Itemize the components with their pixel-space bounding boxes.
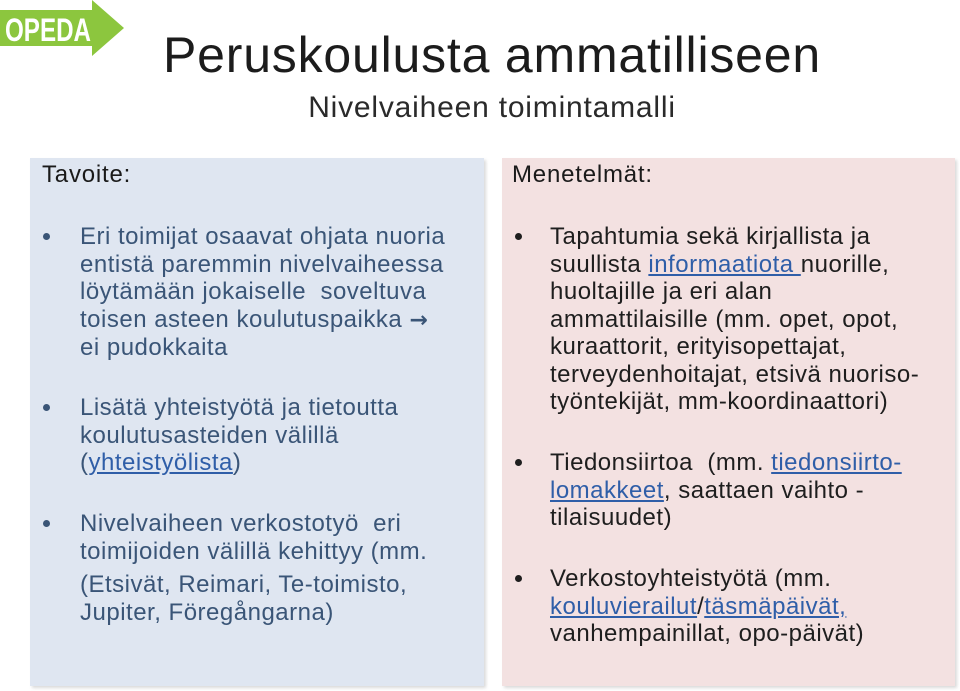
- bullet-text: [80, 510, 427, 626]
- line-text: Nivelvaiheen verkostotyö eri: [80, 510, 402, 537]
- logo-text: OPEDA: [5, 12, 91, 48]
- bullet-line: [80, 422, 398, 450]
- bullet-line: [550, 388, 919, 416]
- line-text: ammattilaisille (mm. opet, opot,: [550, 305, 899, 333]
- bullet-line: [550, 620, 864, 648]
- bullet-line: [80, 599, 427, 627]
- bullet-line: [550, 223, 919, 251]
- bullet-line: [550, 593, 864, 621]
- bullet-dot-icon: [43, 404, 50, 411]
- bullet-line: [550, 333, 919, 361]
- line-text: Lisätä yhteistyötä ja tietoutta: [80, 394, 399, 421]
- line-text: , saattaen vaihto -: [663, 476, 865, 504]
- bullet-line: [550, 449, 902, 477]
- line-text: vanhempainillat, opo-päivät): [550, 620, 865, 647]
- line-text: Eri toimijat osaavat ohjata nuoria: [80, 223, 446, 250]
- bullet-line: [80, 306, 445, 335]
- methods-panel: [502, 158, 955, 686]
- bullet-dot-icon: [515, 575, 522, 582]
- bullet-line: [80, 334, 445, 362]
- hyperlink[interactable]: kouluvierailut: [550, 592, 698, 620]
- bullet-text: [550, 565, 864, 648]
- line-text: työntekijät, mm-koordinaattori): [550, 388, 889, 415]
- line-text: Tapahtumia sekä kirjallista ja: [550, 223, 871, 250]
- line-text: toisen asteen koulutuspaikka: [80, 305, 410, 333]
- line-text: suullista: [550, 250, 649, 278]
- line-text: toimijoiden välillä kehittyy (mm.: [80, 537, 428, 565]
- hyperlink[interactable]: lomakkeet: [550, 476, 664, 504]
- bullet-line: [550, 278, 919, 306]
- bullet-line: [550, 306, 919, 334]
- bullet-line: [80, 223, 445, 251]
- slide-subtitle: Nivelvaiheen toimintamalli: [308, 91, 676, 124]
- bullet-line: [80, 571, 427, 599]
- bullet-line: [80, 449, 398, 477]
- line-text: koulutusasteiden välillä: [80, 421, 339, 449]
- line-text: (: [80, 449, 89, 476]
- bullet-dot-icon: [515, 459, 522, 466]
- line-text: entistä paremmin nivelvaiheessa: [80, 250, 444, 278]
- bullet-line: [550, 361, 919, 389]
- bullet-line: [550, 251, 919, 279]
- bullet-line: [550, 565, 864, 593]
- line-text: (Etsivät, Reimari, Te-toimisto,: [80, 571, 408, 598]
- bullet-text: [550, 449, 902, 532]
- line-text: tilaisuudet): [550, 504, 673, 531]
- line-text: ei pudokkaita: [80, 334, 228, 361]
- line-text: nuorille,: [800, 250, 890, 278]
- bullet-line: [80, 278, 445, 306]
- goals-heading: Tavoite:: [42, 161, 132, 188]
- line-text: huoltajille ja eri alan: [550, 278, 773, 305]
- bullet-dot-icon: [515, 233, 522, 240]
- line-text: /: [697, 592, 705, 620]
- bullet-line: [80, 510, 427, 538]
- bullet-dot-icon: [43, 520, 50, 527]
- bullet-text: [80, 394, 398, 477]
- bullet-dot-icon: [43, 233, 50, 240]
- bullet-line: [550, 504, 902, 532]
- line-text: terveydenhoitajat, etsivä nuoriso-: [550, 360, 920, 388]
- line-text: kuraattorit, erityisopettajat,: [550, 333, 847, 360]
- line-text: löytämään jokaiselle soveltuva: [80, 278, 427, 305]
- hyperlink[interactable]: informaatiota: [648, 250, 801, 278]
- bullet-line: [550, 477, 902, 505]
- line-text: Tiedonsiirtoa (mm.: [550, 449, 772, 476]
- goals-panel: [30, 158, 484, 686]
- line-text: Jupiter, Föregångarna): [80, 598, 334, 626]
- bullet-text: [550, 223, 919, 416]
- line-text: ): [232, 449, 242, 476]
- methods-heading: Menetelmät:: [512, 161, 653, 188]
- arrow-right-icon: →: [409, 307, 429, 333]
- bullet-line: [80, 251, 445, 279]
- hyperlink[interactable]: täsmäpäivät,: [704, 592, 847, 620]
- hyperlink[interactable]: yhteistyölista: [88, 449, 233, 476]
- hyperlink[interactable]: tiedonsiirto-: [771, 449, 902, 476]
- bullet-text: [80, 223, 445, 362]
- line-text: Verkostoyhteistyötä (mm.: [550, 565, 832, 592]
- bullet-line: [80, 538, 427, 566]
- bullet-line: [80, 394, 398, 422]
- slide-title: Peruskoulusta ammatilliseen: [162, 27, 821, 83]
